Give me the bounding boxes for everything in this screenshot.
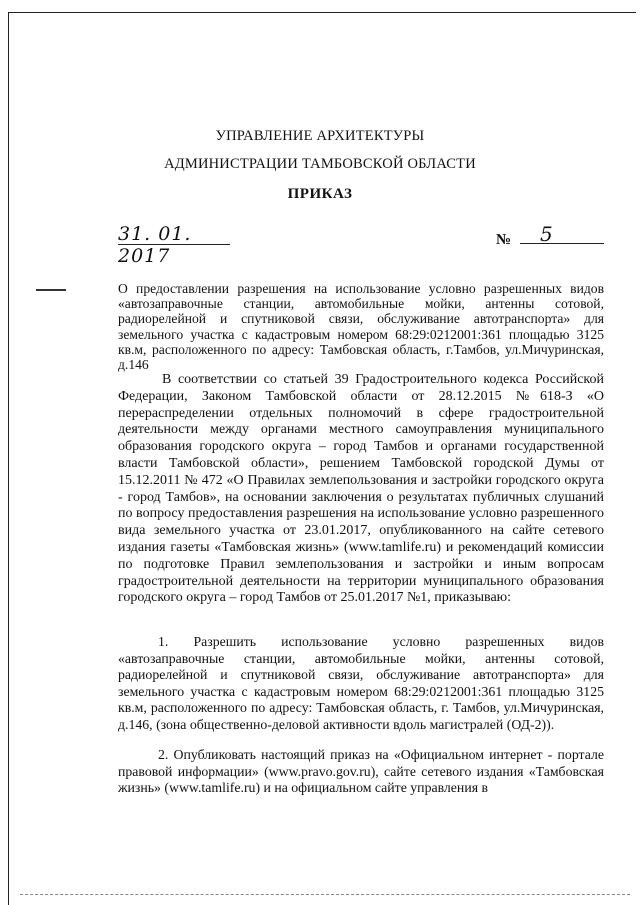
handwritten-number-text: 5: [540, 222, 553, 246]
order-preamble: В соответствии со статьей 39 Градостроительного кодекса Российской Федерации, Законом Тамбовской области от 28.12.2015 №618-З «О перераспределении отдельных полномочий в сфере градостроительной деятельности между органами местного самоуправления муниципального образования городского округа – город Тамбов и органами государственной власти Тамбовской области», решением Тамбовской городской Думы от 15.12.2011 № 472 «О Правилах землепользования и застройки городского округа - город Тамбов», на основании заключения о результатах публичных слушаний по вопросу предоставления разрешения на использование условно разрешенного вида земельного участка от 23.01.2017, опубликованного на сайте сетевого издания газеты «Тамбовская жизнь» (www.tamlife.ru) и рекомендаций комиссии по подготовке Правил землепользования и застройки и иным вопросам градостроительной деятельности на территории муниципального образования городского округа – город Тамбов от 25.01.2017 №1, приказываю:: [118, 372, 604, 606]
order-item-2: 2. Опубликовать настоящий приказ на «Официальном интернет - портале правовой информации» (www.pravo.gov.ru), сайте сетевого издания «Тамбовская жизнь» (www.tamlife.ru) и на официальном сайте управления в: [118, 747, 604, 796]
handwritten-date: [118, 223, 230, 267]
scan-border-top: [8, 12, 636, 13]
number-underline: [520, 243, 604, 244]
order-item-1: 1. Разрешить использование условно разрешенных видов «автозаправочные станции, автомобильные мойки, антенны сотовой, радиорелейной и спутниковой связи, обслуживание автотранспорта» для земельного участка с кадастровым номером 68:29:0212001:361 площадью 3125 кв.м, расположенного по адресу: Тамбовская область, г. Тамбов, ул.Мичуринская, д.146, (зона общественно-деловой активности вдоль магистралей (ОД-2)).: [118, 634, 604, 732]
order-subject: О предоставлении разрешения на использование условно разрешенных видов «автозаправочные станции, автомобильные мойки, антенны сотовой, радиорелейной и спутниковой связи, обслуживание автотранспорта» для земельного участка с кадастровым номером 68:29:0212001:361 площадью 3125 кв.м, расположенного по адресу: Тамбовская область, г.Тамбов, ул.Мичуринская, д.146: [118, 281, 604, 373]
scan-border-left: [8, 12, 9, 905]
handwritten-date-text: 31. 01. 2017: [118, 223, 192, 267]
handwritten-number: [520, 222, 604, 250]
scan-bottom-edge: [20, 894, 630, 895]
date-underline: [118, 244, 230, 245]
doc-type-title: ПРИКАЗ: [287, 186, 353, 202]
margin-mark: [36, 289, 66, 291]
number-label: №: [496, 232, 512, 248]
heading-administration: АДМИНИСТРАЦИИ ТАМБОВСКОЙ ОБЛАСТИ: [164, 156, 476, 172]
heading-agency: УПРАВЛЕНИЕ АРХИТЕКТУРЫ: [215, 128, 425, 144]
